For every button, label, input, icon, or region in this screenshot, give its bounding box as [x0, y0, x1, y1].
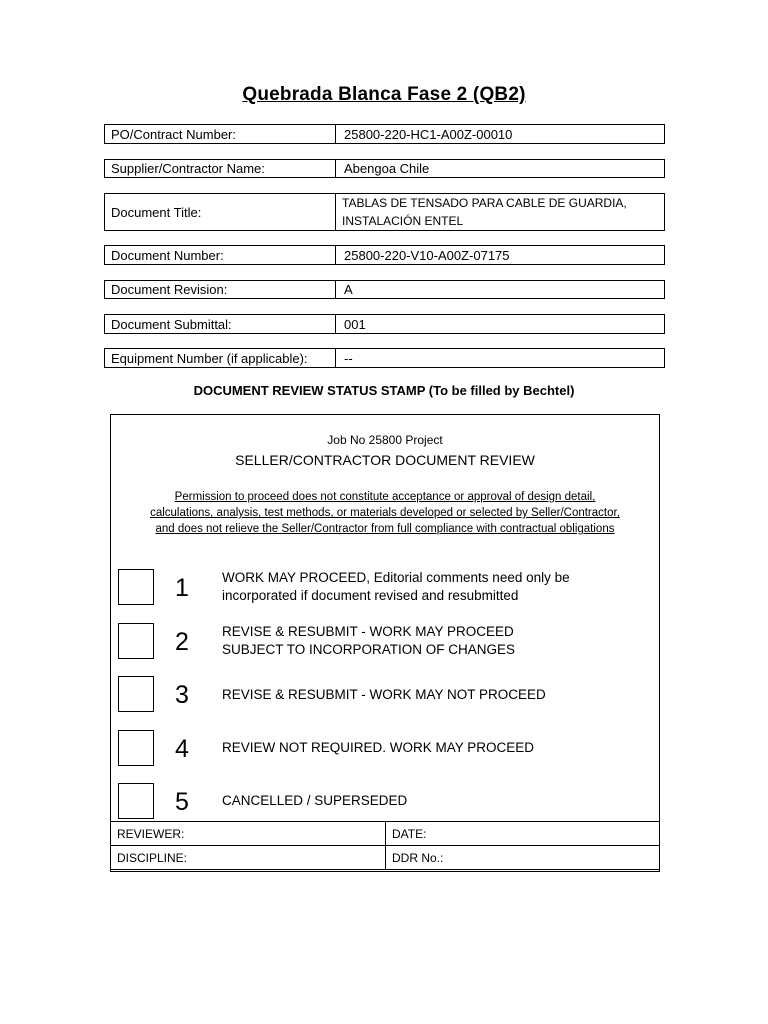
status-3-checkbox[interactable] — [118, 676, 154, 712]
doc-revision-row — [104, 280, 665, 299]
doc-title-value — [336, 194, 664, 230]
equipment-row — [104, 348, 665, 368]
review-title: SELLER/CONTRACTOR DOCUMENT REVIEW — [235, 452, 535, 468]
doc-number-value: 25800-220-V10-A00Z-07175 — [344, 247, 510, 263]
permission-line-3: and does not relieve the Seller/Contractor from full compliance with contractual obligations — [155, 523, 615, 535]
status-5-text: CANCELLED / SUPERSEDED — [222, 793, 408, 808]
doc-submittal-row — [104, 314, 665, 334]
doc-submittal-label: Document Submittal: — [105, 315, 336, 333]
status-5-checkbox[interactable] — [118, 783, 154, 819]
status-1-checkbox[interactable] — [118, 569, 154, 605]
equipment-label: Equipment Number (if applicable): — [105, 349, 336, 367]
permission-disclaimer — [121, 489, 649, 537]
doc-revision-label: Document Revision: — [105, 281, 336, 298]
status-option-2 — [111, 623, 659, 663]
status-1-text-line1: WORK MAY PROCEED, Editorial comments need only be — [222, 570, 570, 585]
signoff-table — [110, 821, 660, 870]
ddr-field[interactable]: DDR No.: — [386, 846, 660, 870]
supplier-row — [104, 159, 665, 178]
status-5-number: 5 — [175, 788, 189, 816]
status-4-number: 4 — [175, 735, 189, 763]
permission-line-2: calculations, analysis, test methods, or materials developed or selected by Seller/Contractor, — [150, 507, 620, 519]
status-3-number: 3 — [175, 681, 189, 709]
job-number-line: Job No 25800 Project — [327, 433, 443, 447]
doc-title-row — [104, 193, 665, 231]
doc-title-value-line1: TABLAS DE TENSADO PARA CABLE DE GUARDIA, — [342, 196, 627, 210]
status-option-1 — [111, 569, 659, 609]
doc-submittal-value: 001 — [344, 316, 366, 332]
stamp-heading: DOCUMENT REVIEW STATUS STAMP (To be filled by Bechtel) — [193, 383, 575, 398]
doc-title-value-line2: INSTALACIÓN ENTEL — [342, 214, 464, 228]
status-1-text-line2: incorporated if document revised and resubmitted — [222, 588, 519, 603]
status-2-text-line1: REVISE & RESUBMIT - WORK MAY PROCEED — [222, 624, 514, 639]
status-4-text: REVIEW NOT REQUIRED. WORK MAY PROCEED — [222, 740, 535, 755]
status-3-text: REVISE & RESUBMIT - WORK MAY NOT PROCEED — [222, 687, 546, 702]
status-2-checkbox[interactable] — [118, 623, 154, 659]
review-stamp-box — [110, 414, 660, 872]
signoff-row-2 — [111, 846, 660, 870]
po-contract-value: 25800-220-HC1-A00Z-00010 — [344, 126, 513, 142]
po-contract-label: PO/Contract Number: — [105, 125, 336, 143]
doc-number-label: Document Number: — [105, 246, 336, 264]
doc-revision-value: A — [344, 282, 353, 297]
reviewer-field[interactable]: REVIEWER: — [111, 822, 386, 846]
document-title-heading: Quebrada Blanca Fase 2 (QB2) — [242, 84, 526, 105]
doc-title-label: Document Title: — [105, 194, 336, 230]
status-2-text — [222, 623, 642, 659]
status-option-4 — [111, 730, 659, 770]
doc-number-row — [104, 245, 665, 265]
status-option-5 — [111, 783, 659, 823]
equipment-value: -- — [344, 350, 353, 366]
po-contract-row — [104, 124, 665, 144]
permission-line-1: Permission to proceed does not constitute acceptance or approval of design detail, — [174, 491, 596, 503]
supplier-value: Abengoa Chile — [344, 161, 430, 176]
status-1-text — [222, 569, 642, 605]
discipline-field[interactable]: DISCIPLINE: — [111, 846, 386, 870]
status-2-number: 2 — [175, 628, 189, 656]
status-4-checkbox[interactable] — [118, 730, 154, 766]
status-option-3 — [111, 676, 659, 716]
signoff-row-1 — [111, 822, 660, 846]
status-1-number: 1 — [175, 574, 189, 602]
status-2-text-line2: SUBJECT TO INCORPORATION OF CHANGES — [222, 642, 516, 657]
supplier-label: Supplier/Contractor Name: — [105, 160, 336, 177]
date-field[interactable]: DATE: — [386, 822, 660, 846]
